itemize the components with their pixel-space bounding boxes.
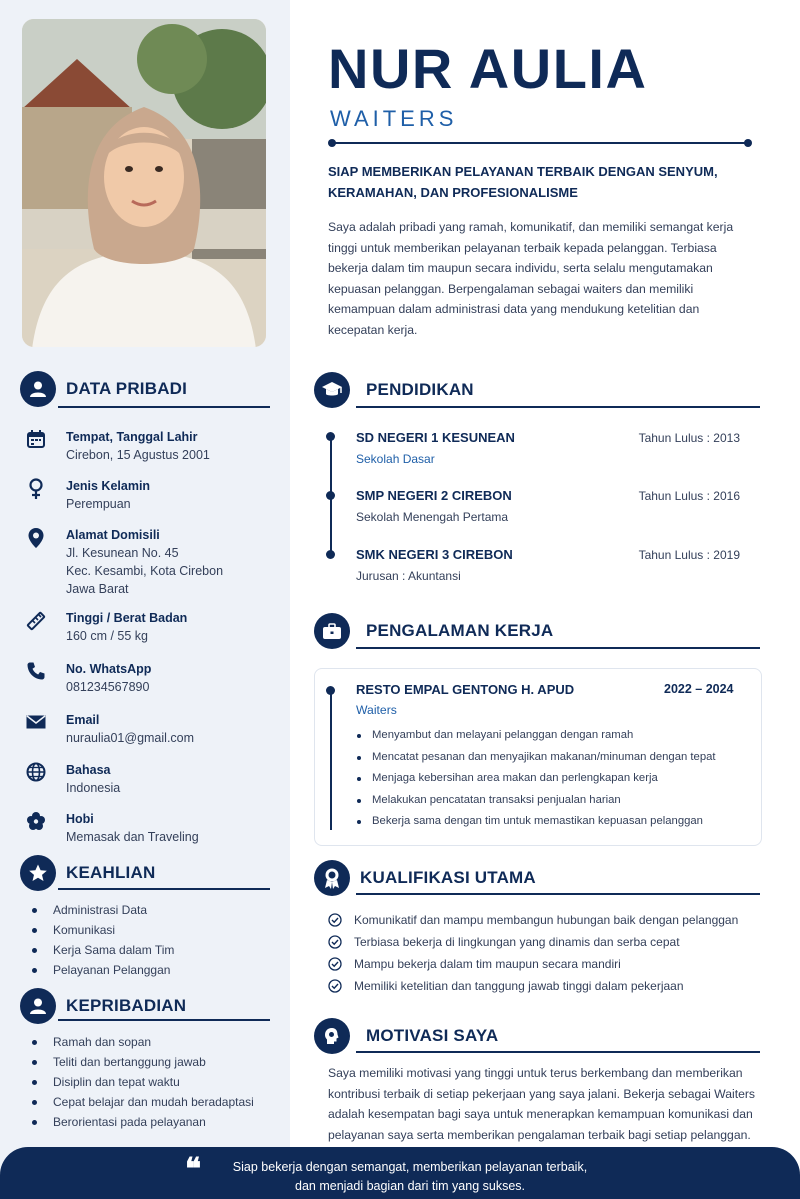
school-name: SMK NEGERI 3 CIREBON bbox=[356, 547, 513, 562]
female-icon bbox=[22, 477, 50, 513]
school-level: Sekolah Dasar bbox=[356, 452, 435, 466]
list-item: Komunikasi bbox=[32, 920, 174, 940]
list-item-text: Terbiasa bekerja di lingkungan yang dinamis dan serba cepat bbox=[354, 935, 680, 949]
location-pin-icon bbox=[22, 526, 50, 598]
qualifications-list bbox=[328, 909, 738, 997]
summary-line: kecepatan kerja. bbox=[328, 322, 418, 337]
summary-paragraph bbox=[328, 217, 733, 341]
section-title: PENDIDIKAN bbox=[366, 380, 474, 399]
list-item bbox=[328, 931, 738, 953]
list-item: Menyambut dan melayani pelanggan dengan ramah bbox=[356, 725, 716, 747]
footer-text bbox=[200, 1158, 620, 1196]
quote-icon: ❝ bbox=[185, 1152, 202, 1187]
section-rule bbox=[356, 647, 760, 649]
section-rule bbox=[356, 406, 760, 408]
check-circle-icon bbox=[328, 913, 342, 927]
personal-label: Jenis Kelamin bbox=[66, 479, 151, 493]
section-header-data-pribadi bbox=[20, 371, 187, 407]
tagline-line: KERAMAHAN, DAN PROFESIONALISME bbox=[328, 185, 578, 200]
summary-line: Saya adalah pribadi yang ramah, komunikatif, dan memiliki semangat kerja bbox=[328, 220, 734, 234]
personal-value: nuraulia01@gmail.com bbox=[66, 731, 195, 745]
section-header-kualifikasi bbox=[314, 860, 536, 896]
section-rule bbox=[356, 1051, 760, 1053]
timeline-dot bbox=[326, 686, 335, 695]
mail-icon bbox=[22, 711, 50, 747]
briefcase-icon bbox=[314, 613, 350, 649]
personal-item-whatsapp bbox=[22, 660, 282, 696]
list-item: Menjaga kebersihan area makan dan perlengkapan kerja bbox=[356, 768, 716, 790]
list-item: Ramah dan sopan bbox=[32, 1032, 254, 1052]
footer-line: Siap bekerja dengan semangat, memberikan pelayanan terbaik, bbox=[232, 1160, 588, 1174]
personal-value: Memasak dan Traveling bbox=[66, 830, 199, 844]
education-item bbox=[356, 546, 746, 585]
summary-line: bekerja dalam tim maupun secara individu, serta selalu mengutamakan bbox=[328, 261, 713, 276]
section-rule bbox=[356, 893, 760, 895]
education-item bbox=[356, 429, 746, 468]
section-header-pengalaman bbox=[314, 613, 553, 649]
phone-icon bbox=[22, 660, 50, 696]
list-item: Pelayanan Pelanggan bbox=[32, 960, 174, 980]
personal-label: Tinggi / Berat Badan bbox=[66, 611, 188, 625]
section-header-keahlian bbox=[20, 855, 155, 891]
head-idea-icon bbox=[314, 1018, 350, 1054]
list-item: Cepat belajar dan mudah beradaptasi bbox=[32, 1092, 254, 1112]
personal-item-language bbox=[22, 761, 282, 797]
job-position: Waiters bbox=[356, 703, 397, 717]
timeline-dot bbox=[326, 550, 335, 559]
school-name: SD NEGERI 1 KESUNEAN bbox=[356, 430, 515, 445]
globe-icon bbox=[22, 761, 50, 797]
list-item: Mencatat pesanan dan menyajikan makanan/minuman dengan tepat bbox=[356, 747, 716, 769]
job-duties-list bbox=[356, 725, 716, 833]
list-item: Melakukan pencatatan transaksi penjualan harian bbox=[356, 790, 716, 812]
footer-line: dan menjadi bagian dari tim yang sukses. bbox=[295, 1179, 525, 1193]
check-circle-icon bbox=[328, 957, 342, 971]
award-ribbon-icon bbox=[314, 860, 350, 896]
personal-label: No. WhatsApp bbox=[66, 662, 152, 676]
job-period: 2022 – 2024 bbox=[664, 682, 734, 696]
section-title: KEPRIBADIAN bbox=[66, 996, 187, 1015]
personal-label: Alamat Domisili bbox=[66, 528, 160, 542]
section-header-pendidikan bbox=[314, 372, 474, 408]
personal-label: Tempat, Tanggal Lahir bbox=[66, 430, 198, 444]
motivation-line: pelayanan saya serta memberikan pengalaman terbaik bagi setiap pelanggan. bbox=[328, 1127, 751, 1142]
section-title: KUALIFIKASI UTAMA bbox=[360, 868, 536, 887]
timeline-dot bbox=[326, 432, 335, 441]
personal-value: Indonesia bbox=[66, 781, 121, 795]
graduation-year: Tahun Lulus : 2016 bbox=[638, 489, 740, 503]
list-item: Bekerja sama dengan tim untuk memastikan kepuasan pelanggan bbox=[356, 811, 716, 833]
section-title: DATA PRIBADI bbox=[66, 379, 188, 398]
motivation-line: Saya memiliki motivasi yang tinggi untuk terus berkembang dan memberikan bbox=[328, 1066, 743, 1080]
section-rule bbox=[58, 1019, 270, 1021]
personal-item-hobby bbox=[22, 810, 282, 846]
personality-list bbox=[32, 1032, 254, 1132]
section-title: KEAHLIAN bbox=[66, 863, 156, 882]
list-item: Disiplin dan tepat waktu bbox=[32, 1072, 254, 1092]
list-item: Berorientasi pada pelayanan bbox=[32, 1112, 254, 1132]
list-item-text: Mampu bekerja dalam tim maupun secara mandiri bbox=[354, 957, 621, 971]
personal-value: 160 cm / 55 kg bbox=[66, 629, 148, 643]
graduation-year: Tahun Lulus : 2019 bbox=[638, 548, 740, 562]
list-item: Teliti dan bertanggung jawab bbox=[32, 1052, 254, 1072]
candidate-role: WAITERS bbox=[330, 106, 458, 131]
skills-list bbox=[32, 900, 174, 980]
company-name: RESTO EMPAL GENTONG H. APUD bbox=[356, 682, 575, 697]
list-item bbox=[328, 909, 738, 931]
tagline bbox=[328, 161, 748, 203]
section-rule bbox=[58, 406, 270, 408]
user-icon bbox=[20, 988, 56, 1024]
list-item-text: Memiliki ketelitian dan tanggung jawab tinggi dalam pekerjaan bbox=[354, 979, 684, 993]
personal-value: Cirebon, 15 Agustus 2001 bbox=[66, 448, 210, 462]
timeline-dot bbox=[326, 491, 335, 500]
personal-item-height-weight bbox=[22, 609, 282, 645]
list-item-text: Komunikatif dan mampu membangun hubungan baik dengan pelanggan bbox=[354, 913, 739, 927]
personal-value: Jawa Barat bbox=[66, 582, 129, 596]
motivation-line: kontribusi terbaik di setiap pekerjaan yang saya jalani. Bekerja sebagai Waiters bbox=[328, 1086, 756, 1101]
personal-value: Kec. Kesambi, Kota Cirebon bbox=[66, 564, 224, 578]
section-rule bbox=[58, 888, 270, 890]
personal-label: Hobi bbox=[66, 812, 94, 826]
school-level: Sekolah Menengah Pertama bbox=[356, 510, 509, 524]
list-item: Administrasi Data bbox=[32, 900, 174, 920]
personal-value: 081234567890 bbox=[66, 680, 150, 694]
check-circle-icon bbox=[328, 935, 342, 949]
personal-label: Bahasa bbox=[66, 763, 111, 777]
education-item bbox=[356, 487, 746, 526]
section-title: MOTIVASI SAYA bbox=[366, 1026, 499, 1045]
motivation-paragraph bbox=[328, 1063, 755, 1145]
school-level: Jurusan : Akuntansi bbox=[356, 569, 461, 583]
calendar-icon bbox=[22, 428, 50, 464]
personal-value: Jl. Kesunean No. 45 bbox=[66, 546, 179, 560]
user-icon bbox=[20, 371, 56, 407]
personal-item-birth bbox=[22, 428, 282, 464]
list-item: Kerja Sama dalam Tim bbox=[32, 940, 174, 960]
section-title: PENGALAMAN KERJA bbox=[366, 621, 554, 640]
personal-item-email bbox=[22, 711, 282, 747]
tagline-line: SIAP MEMBERIKAN PELAYANAN TERBAIK DENGAN SENYUM, bbox=[328, 164, 718, 179]
ruler-icon bbox=[22, 609, 50, 645]
check-circle-icon bbox=[328, 979, 342, 993]
section-header-motivasi bbox=[314, 1018, 498, 1054]
motivation-line: adalah kesempatan bagi saya untuk menerapkan kemampuan komunikasi dan bbox=[328, 1107, 753, 1122]
list-item bbox=[328, 975, 738, 997]
personal-label: Email bbox=[66, 713, 100, 727]
graduation-year: Tahun Lulus : 2013 bbox=[638, 431, 740, 445]
list-item bbox=[328, 953, 738, 975]
profile-photo bbox=[22, 19, 266, 347]
graduation-cap-icon bbox=[314, 372, 350, 408]
summary-line: tinggi untuk memberikan pelayanan terbaik kepada pelanggan. Terbiasa bbox=[328, 240, 717, 255]
summary-line: kepuasan pelanggan. Berpengalaman sebagai waiters dan memiliki bbox=[328, 281, 694, 296]
summary-line: kemampuan dalam administrasi data yang mendukung ketelitian dan bbox=[328, 302, 700, 317]
personal-item-address bbox=[22, 526, 282, 598]
flower-icon bbox=[22, 810, 50, 846]
personal-value: Perempuan bbox=[66, 497, 131, 511]
school-name: SMP NEGERI 2 CIREBON bbox=[356, 488, 512, 503]
personal-item-gender bbox=[22, 477, 282, 513]
job-timeline bbox=[330, 690, 332, 830]
header-rule bbox=[330, 142, 750, 144]
star-icon bbox=[20, 855, 56, 891]
candidate-name: NUR AULIA bbox=[328, 37, 648, 100]
